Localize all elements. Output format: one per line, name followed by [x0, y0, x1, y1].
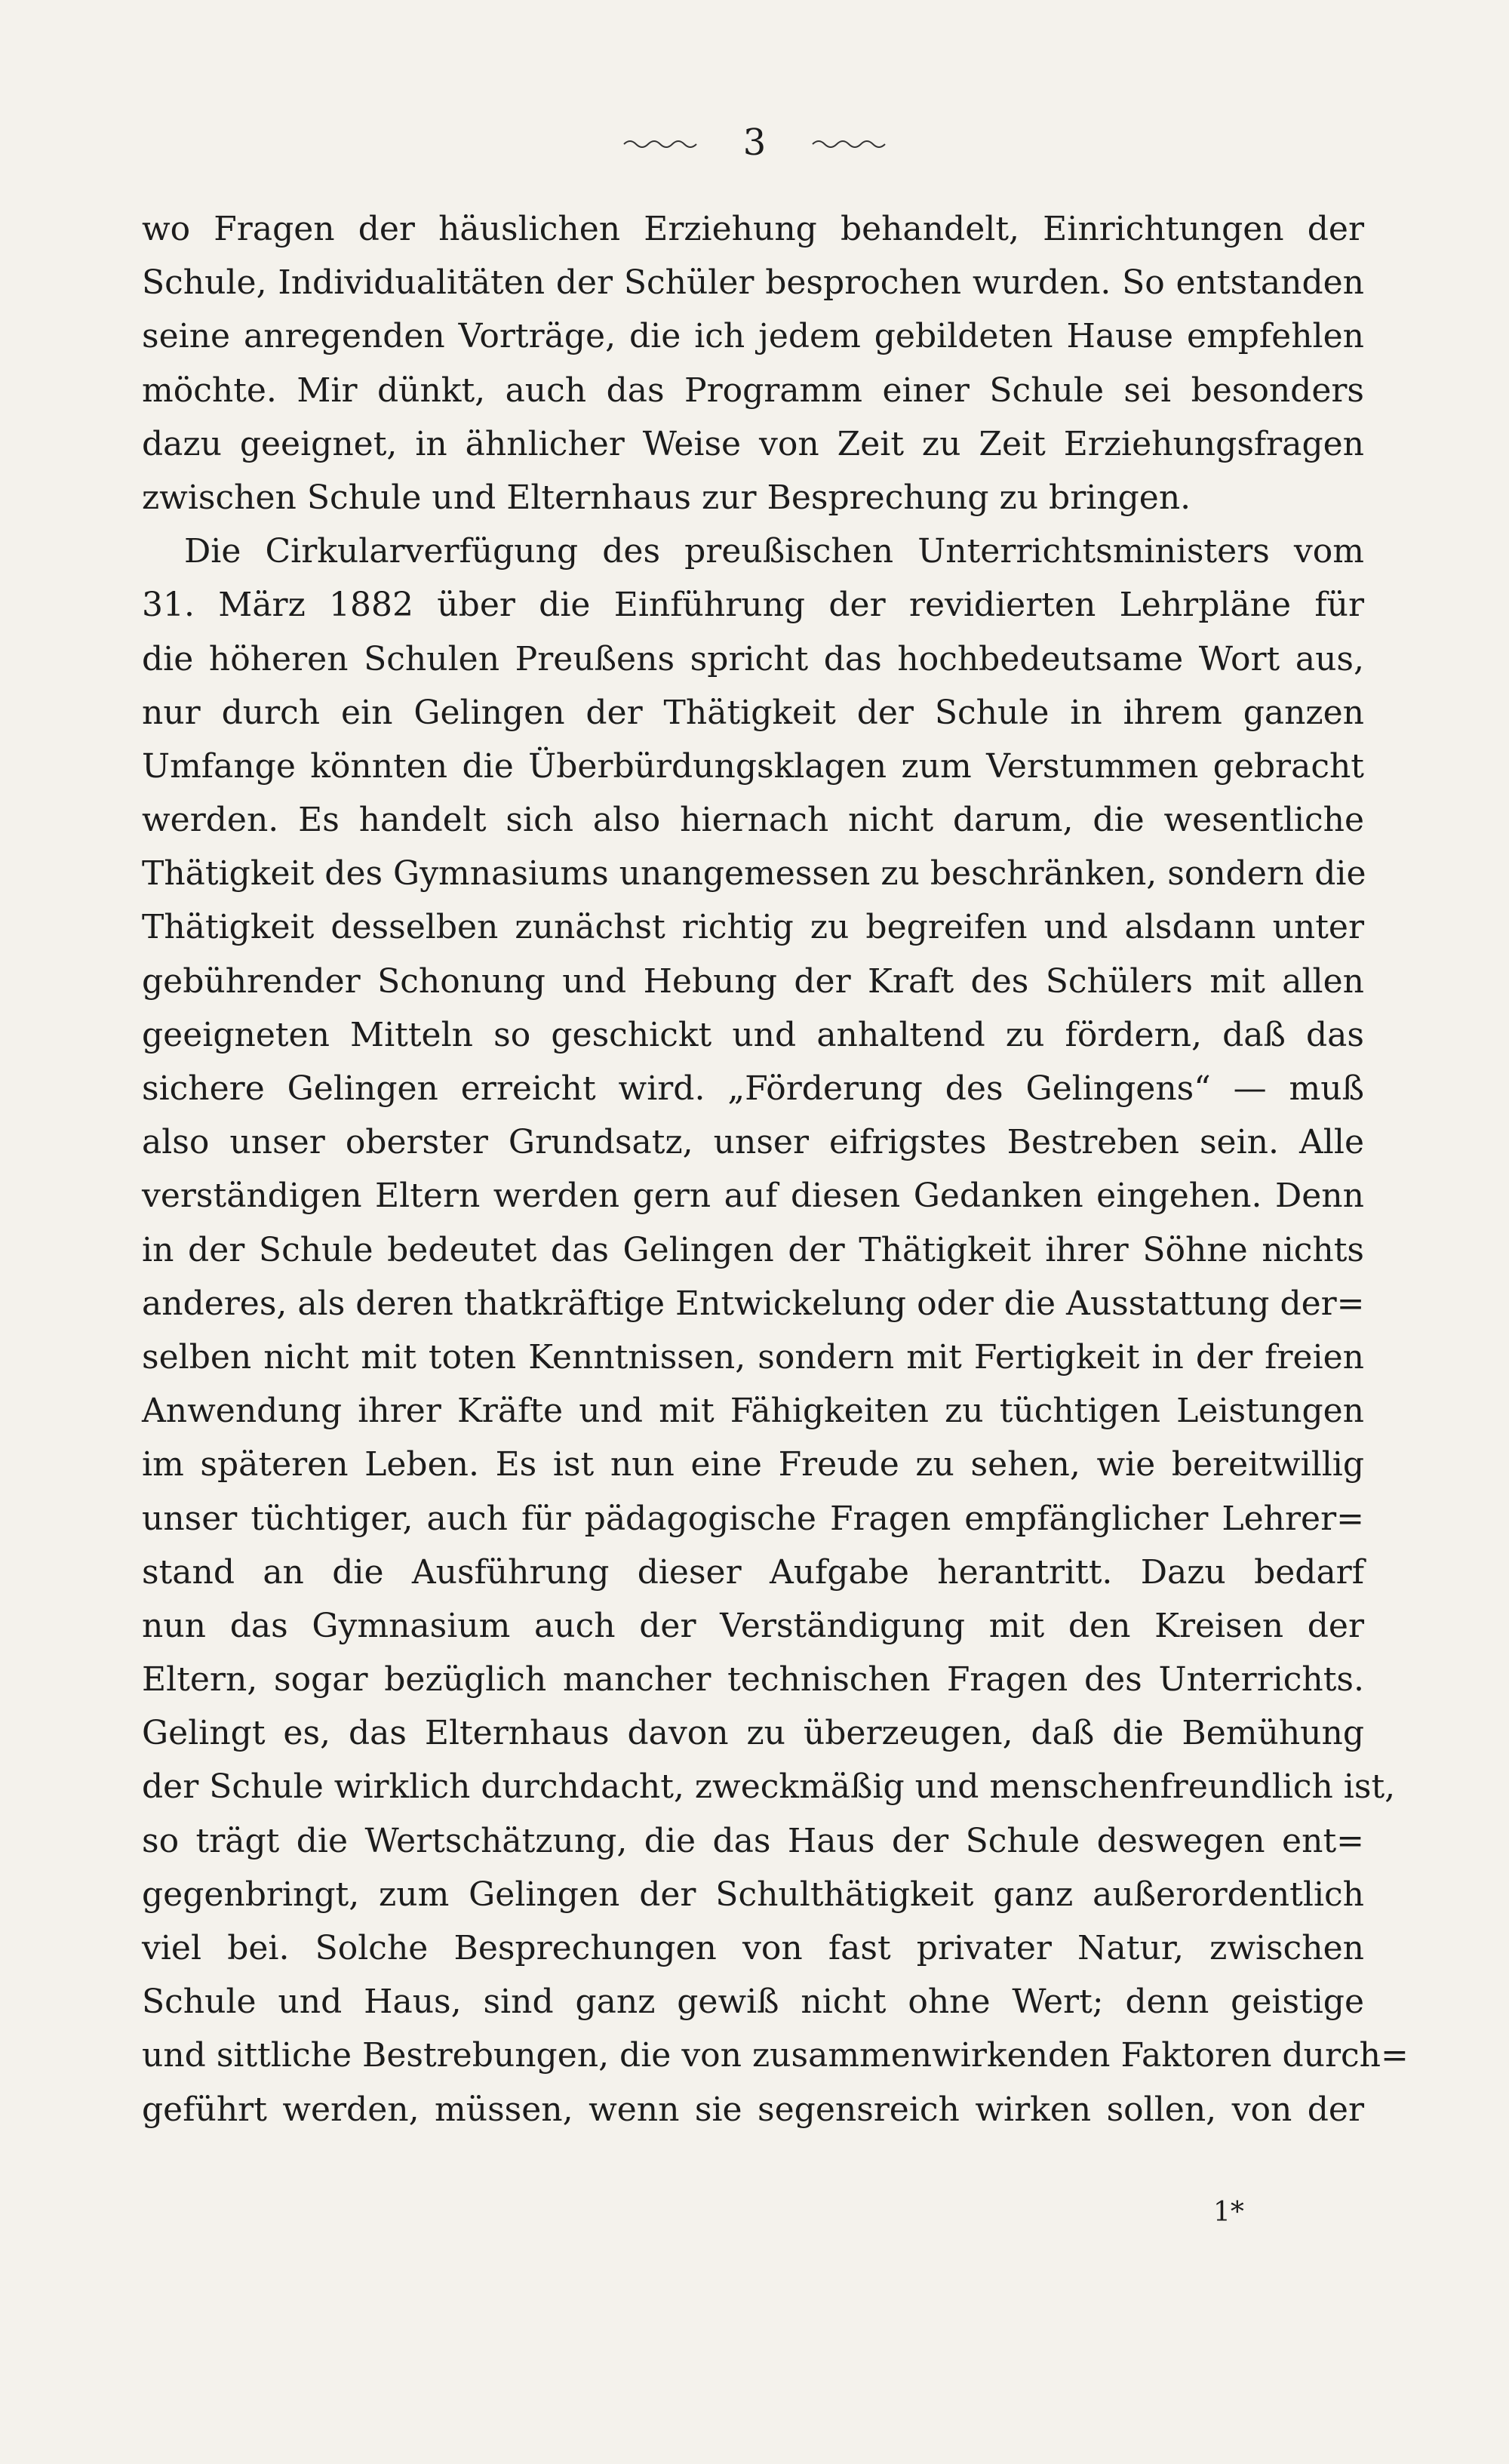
text-line: Gelingt es, das Elternhaus davon zu überzeugen, daß die Bemühung: [142, 1714, 1364, 1753]
text-line: wo Fragen der häuslichen Erziehung behandelt, Einrichtungen der: [142, 210, 1364, 248]
text-line: unser tüchtiger, auch für pädagogische Fragen empfänglicher Lehrer=: [142, 1499, 1364, 1538]
signature-mark: 1*: [1213, 2197, 1244, 2228]
text-line: die höheren Schulen Preußens spricht das hochbedeutsame Wort aus,: [142, 639, 1364, 678]
text-line: Thätigkeit desselben zunächst richtig zu begreifen und alsdann unter: [142, 908, 1364, 947]
text-line: zwischen Schule und Elternhaus zur Besprechung zu bringen.: [142, 478, 1191, 517]
text-line: dazu geeignet, in ähnlicher Weise von Zeit zu Zeit Erziehungsfragen: [142, 424, 1364, 463]
page-number: 3: [742, 121, 767, 164]
text-line: geeigneten Mitteln so geschickt und anhaltend zu fördern, daß das: [142, 1015, 1364, 1054]
text-line: 31. März 1882 über die Einführung der revidierten Lehrpläne für: [142, 586, 1364, 625]
text-line: verständigen Eltern werden gern auf diesen Gedanken eingehen. Denn: [142, 1177, 1364, 1216]
text-line: nur durch ein Gelingen der Thätigkeit der Schule in ihrem ganzen: [142, 693, 1364, 732]
text-line: sichere Gelingen erreicht wird. „Förderung des Gelingens“ — muß: [142, 1069, 1364, 1108]
left-ornament-icon: [622, 135, 698, 150]
text-line: geführt werden, müssen, wenn sie segensreich wirken sollen, von der: [142, 2090, 1364, 2129]
text-line: selben nicht mit toten Kenntnissen, sondern mit Fertigkeit in der freien: [142, 1337, 1364, 1377]
text-line: Schule, Individualitäten der Schüler besprochen wurden. So entstanden: [142, 263, 1364, 303]
text-line: Schule und Haus, sind ganz gewiß nicht ohne Wert; denn geistige: [142, 1983, 1364, 2022]
text-line: nun das Gymnasium auch der Verständigung mit den Kreisen der: [142, 1606, 1364, 1645]
text-line: in der Schule bedeutet das Gelingen der Thätigkeit ihrer Söhne nichts: [142, 1230, 1364, 1269]
text-line: werden. Es handelt sich also hiernach nicht darum, die wesentliche: [142, 801, 1364, 840]
text-line: stand an die Ausführung dieser Aufgabe herantritt. Dazu bedarf: [142, 1552, 1364, 1592]
text-line: möchte. Mir dünkt, auch das Programm einer Schule sei besonders: [142, 371, 1364, 410]
text-line: Die Cirkularverfügung des preußischen Unterrichtsministers vom: [184, 532, 1364, 571]
text-line: gebührender Schonung und Hebung der Kraft des Schülers mit allen: [142, 961, 1364, 1001]
right-ornament-icon: [811, 135, 887, 150]
text-line: seine anregenden Vorträge, die ich jedem gebildeten Hause empfehlen: [142, 317, 1364, 356]
text-line: so trägt die Wertschätzung, die das Haus der Schule deswegen ent=: [142, 1821, 1364, 1860]
text-line: im späteren Leben. Es ist nun eine Freude zu sehen, wie bereitwillig: [142, 1445, 1364, 1484]
text-line: und sittliche Bestrebungen, die von zusammenwirkenden Faktoren durch=: [142, 2036, 1409, 2075]
text-line: Anwendung ihrer Kräfte und mit Fähigkeiten zu tüchtigen Leistungen: [142, 1392, 1364, 1431]
text-line: anderes, als deren thatkräftige Entwickelung oder die Ausstattung der=: [142, 1284, 1365, 1323]
text-line: gegenbringt, zum Gelingen der Schulthätigkeit ganz außerordentlich: [142, 1875, 1364, 1914]
text-line: Eltern, sogar bezüglich mancher technischen Fragen des Unterrichts.: [142, 1660, 1364, 1700]
page-header: [0, 113, 1509, 166]
text-line: viel bei. Solche Besprechungen von fast privater Natur, zwischen: [142, 1929, 1364, 1967]
text-line: Thätigkeit des Gymnasiums unangemessen zu beschränken, sondern die: [142, 854, 1366, 894]
text-line: also unser oberster Grundsatz, unser eifrigstes Bestreben sein. Alle: [142, 1123, 1364, 1162]
text-line: der Schule wirklich durchdacht, zweckmäßig und menschenfreundlich ist,: [142, 1767, 1396, 1807]
body-text: [142, 202, 1409, 2136]
text-line: Umfange könnten die Überbürdungsklagen zum Verstummen gebracht: [142, 746, 1364, 786]
